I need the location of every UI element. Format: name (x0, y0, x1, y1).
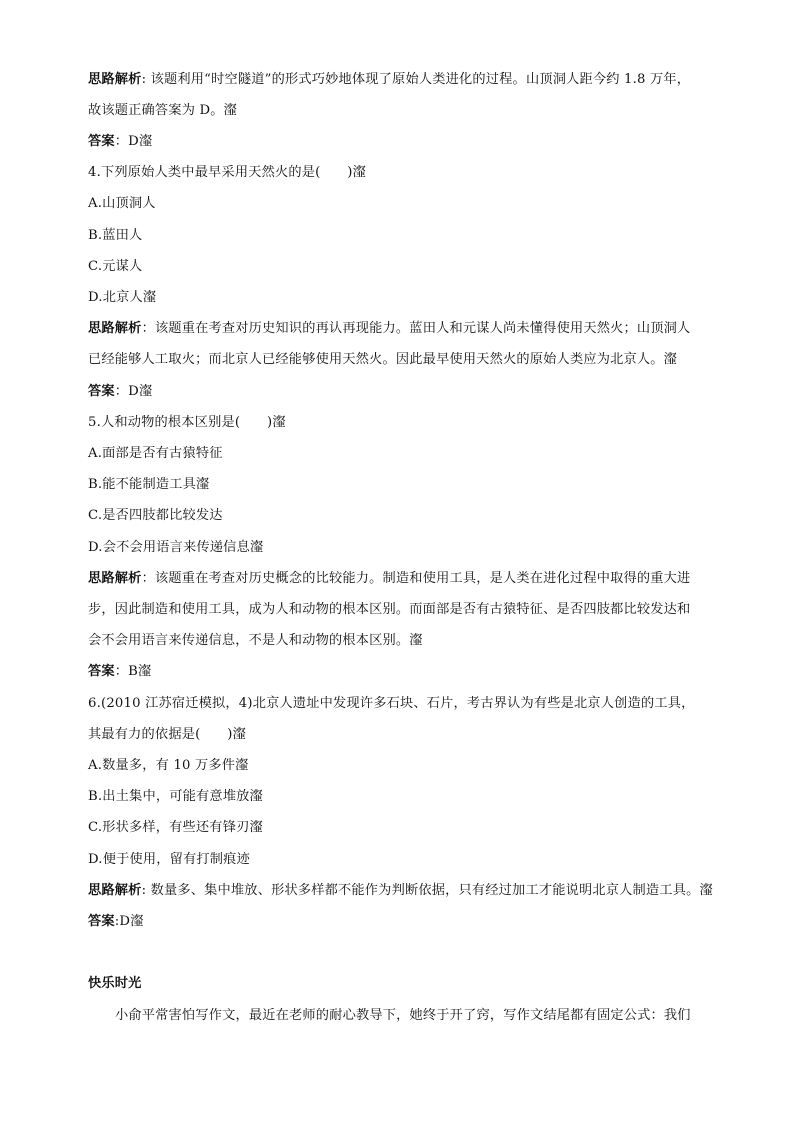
q5-answer-value: ：B瀣 (114, 664, 152, 679)
q6-analysis-line-1 (88, 882, 718, 900)
q6-option-d: D.便于使用，留有打制痕迹 (88, 852, 250, 867)
q6-question-line-2: 其最有力的依据是( )瀣 (88, 727, 246, 742)
q6-answer-label: 答案 (88, 914, 115, 929)
q6-option-a: A.数量多，有 10 万多件瀣 (88, 758, 249, 773)
q4-option-b: B.蓝田人 (88, 228, 143, 243)
q3-answer-label: 答案 (88, 134, 115, 149)
q4-answer-label: 答案 (88, 384, 115, 399)
q4-analysis-text-1: ：该题重在考查对历史知识的再认再现能力。蓝田人和元谋人尚未懂得使用天然火；山顶洞人 (141, 321, 691, 336)
q4-option-c: C.元谋人 (88, 259, 143, 274)
q4-analysis-line-1 (88, 320, 718, 338)
q6-analysis-label: 思路解析 (88, 883, 142, 898)
happy-time-title: 快乐时光 (88, 976, 142, 991)
q3-answer-value: ：D瀣 (114, 134, 153, 149)
q5-answer-label: 答案 (88, 664, 115, 679)
q5-option-c: C.是否四肢都比较发达 (88, 508, 223, 523)
q6-option-c: C.形状多样，有些还有锋刃瀣 (88, 820, 263, 835)
q5-analysis-label: 思路解析 (88, 571, 142, 586)
q6-answer-value: :D瀣 (114, 914, 144, 929)
q4-answer-value: ：D瀣 (114, 384, 153, 399)
q6-option-b: B.出土集中，可能有意堆放瀣 (88, 789, 263, 804)
q3-analysis-text-1: : 该题利用“时空隧道”的形式巧妙地体现了原始人类进化的过程。山顶洞人距今约 1.8 万年， (141, 72, 691, 87)
q3-analysis-label: 思路解析 (88, 72, 142, 87)
q5-analysis-line-1 (88, 570, 718, 588)
q6-question-line-1: 6.(2010 江苏宿迁模拟，4)北京人遗址中发现许多石块、石片，考古界认为有些是北京人创造的工具， (88, 696, 695, 711)
q4-analysis-line-2: 已经能够人工取火；而北京人已经能够使用天然火。因此最早使用天然火的原始人类应为北京人。瀣 (88, 352, 678, 367)
q4-option-a: A.山顶洞人 (88, 196, 156, 211)
q4-option-d: D.北京人瀣 (88, 290, 157, 305)
q5-answer (88, 663, 718, 681)
q4-question: 4.下列原始人类中最早采用天然火的是( )瀣 (88, 165, 367, 180)
q5-option-a: A.面部是否有古猿特征 (88, 446, 223, 461)
q3-answer (88, 133, 718, 151)
q4-answer (88, 383, 718, 401)
q5-analysis-line-2: 步，因此制造和使用工具，成为人和动物的根本区别。而面部是否有古猿特征、是否四肢都比较发达和 (88, 602, 691, 617)
q4-analysis-label: 思路解析 (88, 321, 142, 336)
q6-analysis-text-1: : 数量多、集中堆放、形状多样都不能作为判断依据，只有经过加工才能说明北京人制造工具。瀣 (141, 883, 713, 898)
q3-analysis-line-2 (88, 102, 718, 120)
q5-analysis-text-1: ：该题重在考查对历史概念的比较能力。制造和使用工具，是人类在进化过程中取得的重大进 (141, 571, 691, 586)
q6-answer (88, 913, 718, 931)
q3-analysis-text-2: 故该题正确答案为 D。瀣 (88, 103, 238, 118)
q3-analysis-line-1 (88, 71, 718, 89)
q5-option-b: B.能不能制造工具瀣 (88, 477, 210, 492)
q5-option-d: D.会不会用语言来传递信息瀣 (88, 540, 264, 555)
happy-time-text: 小俞平常害怕写作文，最近在老师的耐心教导下，她终于开了窍，写作文结尾都有固定公式：我们 (115, 1008, 691, 1023)
q5-analysis-line-3: 会不会用语言来传递信息，不是人和动物的根本区别。瀣 (88, 633, 423, 648)
q5-question: 5.人和动物的根本区别是( )瀣 (88, 415, 286, 430)
